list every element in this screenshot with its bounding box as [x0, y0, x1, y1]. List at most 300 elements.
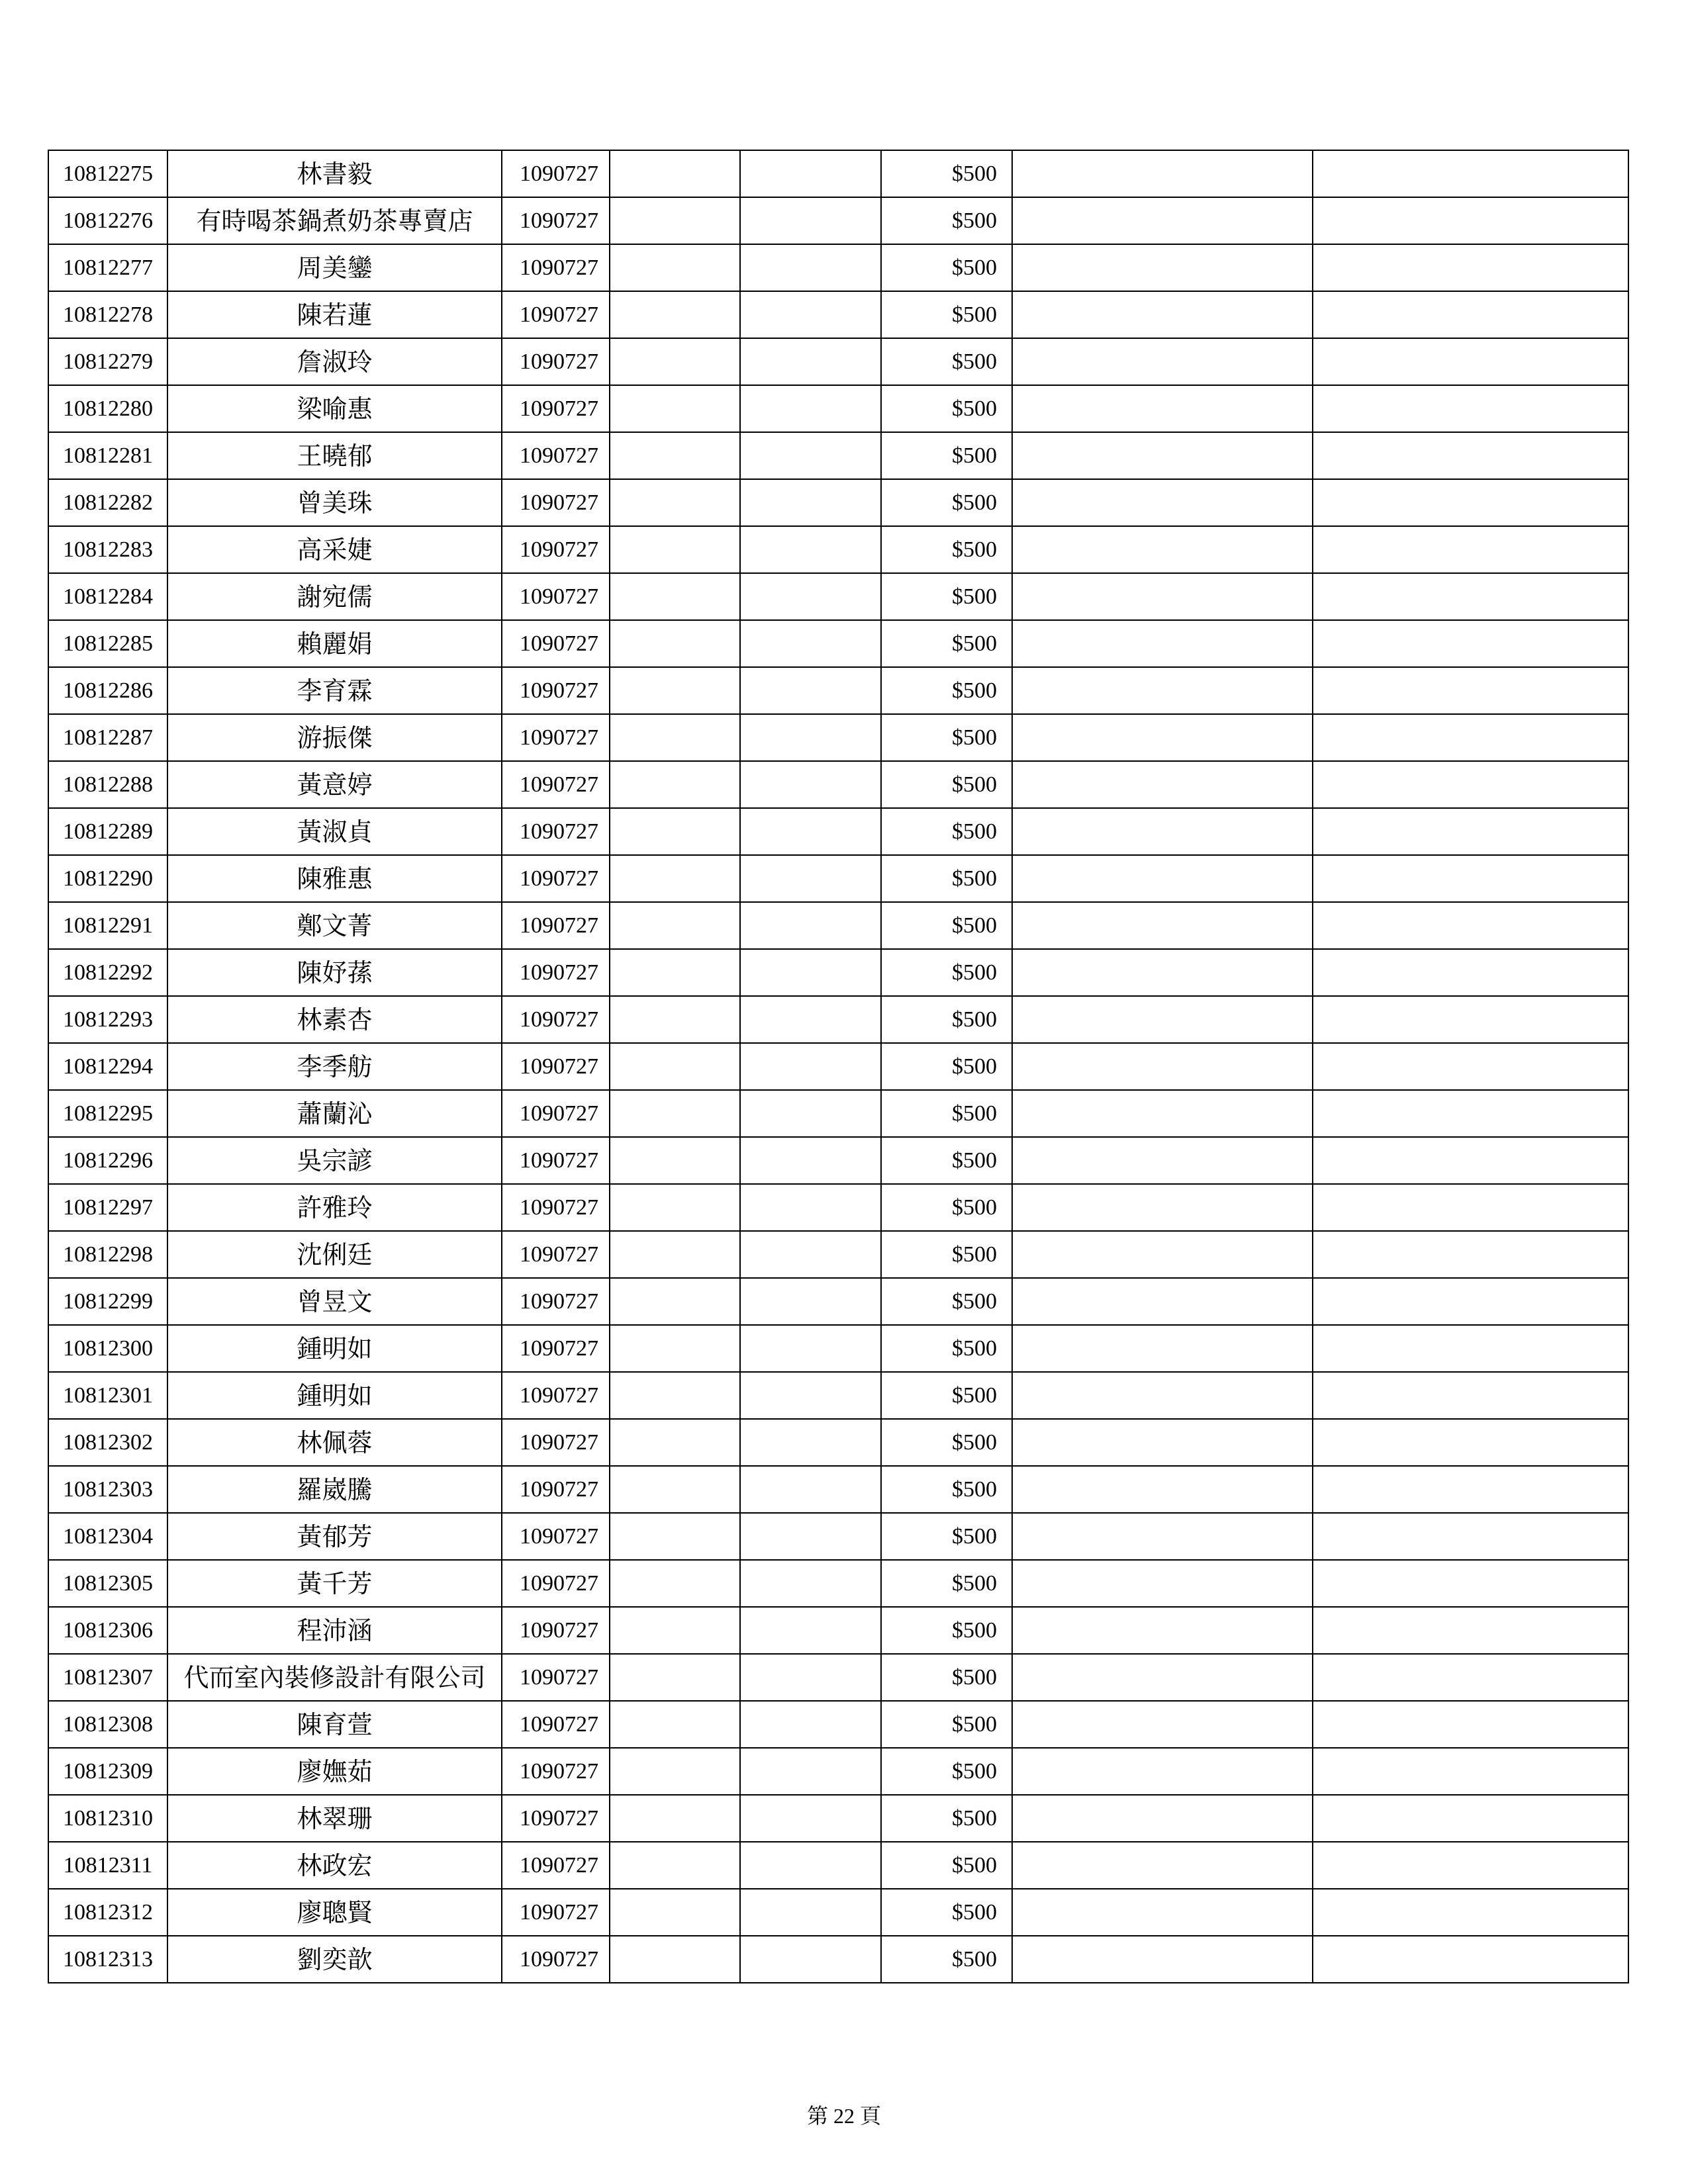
cell-id: 10812310	[48, 1795, 167, 1842]
cell-id: 10812293	[48, 996, 167, 1043]
cell-amount: $500	[881, 1137, 1012, 1184]
cell-date: 1090727	[502, 620, 610, 667]
cell-id: 10812295	[48, 1090, 167, 1137]
cell-empty	[610, 573, 740, 620]
cell-empty	[1313, 855, 1628, 902]
cell-empty	[740, 1654, 881, 1701]
cell-empty	[1012, 1043, 1313, 1090]
cell-name: 陳育萱	[167, 1701, 502, 1748]
cell-empty	[610, 714, 740, 761]
cell-empty	[740, 996, 881, 1043]
cell-id: 10812281	[48, 432, 167, 479]
cell-empty	[610, 1701, 740, 1748]
cell-name: 曾昱文	[167, 1278, 502, 1325]
table-row	[48, 1090, 1628, 1137]
cell-empty	[1313, 1560, 1628, 1607]
cell-empty	[610, 1842, 740, 1889]
cell-name: 李育霖	[167, 667, 502, 714]
cell-date: 1090727	[502, 1513, 610, 1560]
cell-empty	[740, 1325, 881, 1372]
cell-name: 陳若蓮	[167, 291, 502, 338]
cell-id: 10812279	[48, 338, 167, 385]
cell-id: 10812288	[48, 761, 167, 808]
cell-empty	[610, 150, 740, 197]
table-row	[48, 244, 1628, 291]
cell-empty	[1012, 714, 1313, 761]
cell-id: 10812298	[48, 1231, 167, 1278]
cell-id: 10812312	[48, 1889, 167, 1936]
cell-date: 1090727	[502, 1936, 610, 1983]
cell-amount: $500	[881, 1748, 1012, 1795]
cell-date: 1090727	[502, 1560, 610, 1607]
table-row	[48, 432, 1628, 479]
cell-date: 1090727	[502, 761, 610, 808]
cell-date: 1090727	[502, 1231, 610, 1278]
cell-empty	[610, 1748, 740, 1795]
cell-name: 黃郁芳	[167, 1513, 502, 1560]
cell-amount: $500	[881, 479, 1012, 526]
table-row	[48, 1231, 1628, 1278]
cell-empty	[610, 1043, 740, 1090]
cell-name: 曾美珠	[167, 479, 502, 526]
cell-empty	[740, 620, 881, 667]
cell-id: 10812301	[48, 1372, 167, 1419]
cell-date: 1090727	[502, 1889, 610, 1936]
cell-id: 10812311	[48, 1842, 167, 1889]
cell-empty	[1313, 385, 1628, 432]
cell-empty	[740, 1701, 881, 1748]
cell-name: 賴麗娟	[167, 620, 502, 667]
cell-empty	[1012, 1748, 1313, 1795]
cell-date: 1090727	[502, 150, 610, 197]
cell-amount: $500	[881, 1889, 1012, 1936]
cell-empty	[1313, 1043, 1628, 1090]
table-row	[48, 902, 1628, 949]
cell-amount: $500	[881, 1372, 1012, 1419]
cell-empty	[610, 1137, 740, 1184]
cell-amount: $500	[881, 573, 1012, 620]
cell-empty	[1313, 667, 1628, 714]
cell-id: 10812294	[48, 1043, 167, 1090]
cell-name: 吳宗諺	[167, 1137, 502, 1184]
cell-name: 詹淑玲	[167, 338, 502, 385]
cell-date: 1090727	[502, 1090, 610, 1137]
cell-empty	[1012, 1137, 1313, 1184]
cell-empty	[1313, 479, 1628, 526]
cell-empty	[1012, 667, 1313, 714]
cell-empty	[610, 338, 740, 385]
cell-empty	[1313, 291, 1628, 338]
footer-suffix: 頁	[860, 2103, 882, 2128]
cell-empty	[1313, 1090, 1628, 1137]
cell-empty	[1012, 1372, 1313, 1419]
records-table	[48, 150, 1629, 1983]
cell-date: 1090727	[502, 291, 610, 338]
cell-id: 10812284	[48, 573, 167, 620]
cell-name: 林政宏	[167, 1842, 502, 1889]
cell-name: 游振傑	[167, 714, 502, 761]
cell-amount: $500	[881, 1090, 1012, 1137]
cell-name: 程沛涵	[167, 1607, 502, 1654]
cell-empty	[1012, 432, 1313, 479]
cell-empty	[740, 1889, 881, 1936]
cell-empty	[610, 761, 740, 808]
cell-date: 1090727	[502, 902, 610, 949]
cell-date: 1090727	[502, 1419, 610, 1466]
cell-empty	[1313, 714, 1628, 761]
table-row	[48, 479, 1628, 526]
cell-empty	[1313, 244, 1628, 291]
cell-name: 羅崴騰	[167, 1466, 502, 1513]
cell-empty	[1012, 338, 1313, 385]
cell-empty	[1012, 1513, 1313, 1560]
cell-amount: $500	[881, 150, 1012, 197]
cell-name: 廖嫵茹	[167, 1748, 502, 1795]
cell-amount: $500	[881, 1325, 1012, 1372]
cell-date: 1090727	[502, 996, 610, 1043]
table-row	[48, 1701, 1628, 1748]
cell-name: 黃淑貞	[167, 808, 502, 855]
cell-empty	[740, 1184, 881, 1231]
cell-empty	[740, 667, 881, 714]
cell-empty	[1012, 1842, 1313, 1889]
table-row	[48, 197, 1628, 244]
cell-empty	[740, 1231, 881, 1278]
cell-name: 高采婕	[167, 526, 502, 573]
cell-empty	[610, 855, 740, 902]
cell-empty	[1313, 1607, 1628, 1654]
table-row	[48, 1043, 1628, 1090]
table-row	[48, 1936, 1628, 1983]
cell-id: 10812289	[48, 808, 167, 855]
cell-id: 10812306	[48, 1607, 167, 1654]
cell-amount: $500	[881, 714, 1012, 761]
cell-amount: $500	[881, 1184, 1012, 1231]
cell-empty	[1012, 949, 1313, 996]
table-row	[48, 949, 1628, 996]
cell-empty	[1313, 1278, 1628, 1325]
cell-empty	[1313, 1701, 1628, 1748]
cell-empty	[740, 338, 881, 385]
cell-empty	[740, 385, 881, 432]
cell-amount: $500	[881, 1654, 1012, 1701]
cell-amount: $500	[881, 996, 1012, 1043]
cell-date: 1090727	[502, 667, 610, 714]
cell-id: 10812297	[48, 1184, 167, 1231]
cell-amount: $500	[881, 1513, 1012, 1560]
cell-empty	[1012, 1325, 1313, 1372]
cell-empty	[740, 1842, 881, 1889]
cell-empty	[1012, 291, 1313, 338]
table-row	[48, 1137, 1628, 1184]
cell-amount: $500	[881, 855, 1012, 902]
cell-id: 10812287	[48, 714, 167, 761]
cell-empty	[1012, 573, 1313, 620]
cell-empty	[610, 1466, 740, 1513]
cell-empty	[1012, 808, 1313, 855]
cell-date: 1090727	[502, 808, 610, 855]
table-row	[48, 385, 1628, 432]
cell-amount: $500	[881, 949, 1012, 996]
cell-name: 沈俐廷	[167, 1231, 502, 1278]
cell-empty	[1012, 1278, 1313, 1325]
cell-empty	[740, 150, 881, 197]
cell-empty	[740, 291, 881, 338]
cell-name: 周美鑾	[167, 244, 502, 291]
table-row	[48, 1372, 1628, 1419]
cell-empty	[740, 1090, 881, 1137]
cell-empty	[1012, 620, 1313, 667]
cell-amount: $500	[881, 1043, 1012, 1090]
cell-empty	[1012, 1936, 1313, 1983]
cell-date: 1090727	[502, 244, 610, 291]
cell-empty	[1313, 573, 1628, 620]
cell-date: 1090727	[502, 432, 610, 479]
cell-id: 10812285	[48, 620, 167, 667]
cell-empty	[740, 1466, 881, 1513]
cell-empty	[740, 1748, 881, 1795]
cell-id: 10812296	[48, 1137, 167, 1184]
cell-empty	[740, 1936, 881, 1983]
cell-empty	[740, 1513, 881, 1560]
cell-empty	[1012, 1560, 1313, 1607]
table-row	[48, 338, 1628, 385]
cell-empty	[610, 432, 740, 479]
table-row	[48, 855, 1628, 902]
cell-empty	[1012, 479, 1313, 526]
cell-name: 劉奕歆	[167, 1936, 502, 1983]
cell-empty	[1313, 761, 1628, 808]
cell-id: 10812290	[48, 855, 167, 902]
cell-empty	[610, 1090, 740, 1137]
cell-empty	[610, 197, 740, 244]
cell-empty	[1012, 385, 1313, 432]
table-row	[48, 714, 1628, 761]
cell-empty	[740, 949, 881, 996]
cell-empty	[740, 1560, 881, 1607]
cell-empty	[1313, 338, 1628, 385]
cell-date: 1090727	[502, 1607, 610, 1654]
cell-name: 林書毅	[167, 150, 502, 197]
cell-empty	[1313, 150, 1628, 197]
cell-empty	[1313, 432, 1628, 479]
cell-id: 10812276	[48, 197, 167, 244]
cell-empty	[610, 1184, 740, 1231]
cell-empty	[1313, 1372, 1628, 1419]
cell-empty	[610, 1325, 740, 1372]
cell-empty	[1012, 902, 1313, 949]
cell-empty	[1313, 1889, 1628, 1936]
cell-date: 1090727	[502, 385, 610, 432]
cell-empty	[1313, 1795, 1628, 1842]
cell-name: 有時喝茶鍋煮奶茶專賣店	[167, 197, 502, 244]
cell-name: 鍾明如	[167, 1325, 502, 1372]
cell-empty	[1012, 1090, 1313, 1137]
cell-empty	[1012, 1654, 1313, 1701]
cell-name: 陳妤蓀	[167, 949, 502, 996]
cell-amount: $500	[881, 1231, 1012, 1278]
cell-empty	[740, 526, 881, 573]
cell-id: 10812307	[48, 1654, 167, 1701]
cell-empty	[740, 761, 881, 808]
cell-empty	[610, 1231, 740, 1278]
cell-id: 10812286	[48, 667, 167, 714]
cell-empty	[610, 949, 740, 996]
cell-name: 蕭蘭沁	[167, 1090, 502, 1137]
cell-empty	[740, 714, 881, 761]
cell-empty	[1313, 1419, 1628, 1466]
cell-name: 李季舫	[167, 1043, 502, 1090]
cell-empty	[610, 1795, 740, 1842]
cell-name: 陳雅惠	[167, 855, 502, 902]
cell-date: 1090727	[502, 479, 610, 526]
cell-date: 1090727	[502, 1795, 610, 1842]
cell-empty	[1313, 1137, 1628, 1184]
cell-empty	[1313, 1231, 1628, 1278]
cell-date: 1090727	[502, 1466, 610, 1513]
cell-date: 1090727	[502, 1701, 610, 1748]
cell-amount: $500	[881, 1842, 1012, 1889]
cell-empty	[1313, 1748, 1628, 1795]
cell-id: 10812304	[48, 1513, 167, 1560]
cell-amount: $500	[881, 1560, 1012, 1607]
cell-date: 1090727	[502, 949, 610, 996]
cell-empty	[1012, 761, 1313, 808]
table-row	[48, 1325, 1628, 1372]
cell-amount: $500	[881, 197, 1012, 244]
page-number-footer	[0, 2099, 1688, 2130]
table-row	[48, 1466, 1628, 1513]
cell-empty	[1313, 620, 1628, 667]
cell-empty	[610, 1654, 740, 1701]
cell-date: 1090727	[502, 338, 610, 385]
cell-empty	[610, 996, 740, 1043]
cell-id: 10812282	[48, 479, 167, 526]
cell-date: 1090727	[502, 1748, 610, 1795]
cell-name: 梁喻惠	[167, 385, 502, 432]
table-row	[48, 996, 1628, 1043]
table-row	[48, 1513, 1628, 1560]
cell-empty	[1012, 244, 1313, 291]
cell-empty	[740, 1278, 881, 1325]
cell-id: 10812278	[48, 291, 167, 338]
cell-empty	[740, 573, 881, 620]
cell-name: 王曉郁	[167, 432, 502, 479]
cell-empty	[610, 1560, 740, 1607]
cell-id: 10812302	[48, 1419, 167, 1466]
cell-id: 10812299	[48, 1278, 167, 1325]
cell-name: 林佩蓉	[167, 1419, 502, 1466]
cell-amount: $500	[881, 244, 1012, 291]
cell-empty	[1313, 902, 1628, 949]
cell-id: 10812309	[48, 1748, 167, 1795]
cell-name: 廖聰賢	[167, 1889, 502, 1936]
cell-empty	[610, 1278, 740, 1325]
table-row	[48, 291, 1628, 338]
cell-id: 10812300	[48, 1325, 167, 1372]
cell-empty	[1012, 1184, 1313, 1231]
cell-name: 謝宛儒	[167, 573, 502, 620]
table-row	[48, 1748, 1628, 1795]
cell-empty	[610, 1372, 740, 1419]
cell-empty	[1012, 855, 1313, 902]
cell-amount: $500	[881, 761, 1012, 808]
cell-empty	[610, 620, 740, 667]
cell-empty	[1313, 1513, 1628, 1560]
table-row	[48, 1560, 1628, 1607]
cell-amount: $500	[881, 620, 1012, 667]
table-row	[48, 1184, 1628, 1231]
cell-empty	[1313, 1842, 1628, 1889]
cell-empty	[740, 1043, 881, 1090]
table-row	[48, 573, 1628, 620]
cell-date: 1090727	[502, 1184, 610, 1231]
table-row	[48, 808, 1628, 855]
table-row	[48, 1278, 1628, 1325]
table-row	[48, 1795, 1628, 1842]
cell-id: 10812291	[48, 902, 167, 949]
cell-empty	[1313, 808, 1628, 855]
cell-empty	[1012, 526, 1313, 573]
cell-empty	[610, 244, 740, 291]
cell-id: 10812283	[48, 526, 167, 573]
cell-amount: $500	[881, 1419, 1012, 1466]
table-row	[48, 1889, 1628, 1936]
cell-empty	[1313, 197, 1628, 244]
table-row	[48, 667, 1628, 714]
cell-amount: $500	[881, 338, 1012, 385]
cell-empty	[1012, 1231, 1313, 1278]
cell-date: 1090727	[502, 1325, 610, 1372]
cell-empty	[610, 902, 740, 949]
cell-empty	[610, 479, 740, 526]
cell-name: 黃千芳	[167, 1560, 502, 1607]
cell-date: 1090727	[502, 1043, 610, 1090]
cell-id: 10812280	[48, 385, 167, 432]
cell-date: 1090727	[502, 1654, 610, 1701]
footer-page-number: 22	[833, 2104, 855, 2128]
cell-empty	[740, 1137, 881, 1184]
cell-amount: $500	[881, 526, 1012, 573]
cell-empty	[610, 385, 740, 432]
cell-name: 鍾明如	[167, 1372, 502, 1419]
cell-empty	[610, 1607, 740, 1654]
cell-empty	[610, 1889, 740, 1936]
cell-amount: $500	[881, 1278, 1012, 1325]
cell-amount: $500	[881, 808, 1012, 855]
cell-empty	[740, 1372, 881, 1419]
cell-id: 10812277	[48, 244, 167, 291]
cell-date: 1090727	[502, 573, 610, 620]
cell-empty	[740, 855, 881, 902]
cell-empty	[610, 1513, 740, 1560]
cell-name: 林素杏	[167, 996, 502, 1043]
cell-empty	[1012, 1419, 1313, 1466]
cell-empty	[610, 808, 740, 855]
cell-date: 1090727	[502, 526, 610, 573]
table-row	[48, 620, 1628, 667]
cell-empty	[740, 432, 881, 479]
cell-date: 1090727	[502, 1137, 610, 1184]
footer-prefix: 第	[806, 2103, 828, 2128]
cell-amount: $500	[881, 1607, 1012, 1654]
cell-amount: $500	[881, 291, 1012, 338]
cell-date: 1090727	[502, 1372, 610, 1419]
cell-amount: $500	[881, 1466, 1012, 1513]
cell-empty	[1313, 1184, 1628, 1231]
cell-empty	[1012, 996, 1313, 1043]
cell-id: 10812275	[48, 150, 167, 197]
